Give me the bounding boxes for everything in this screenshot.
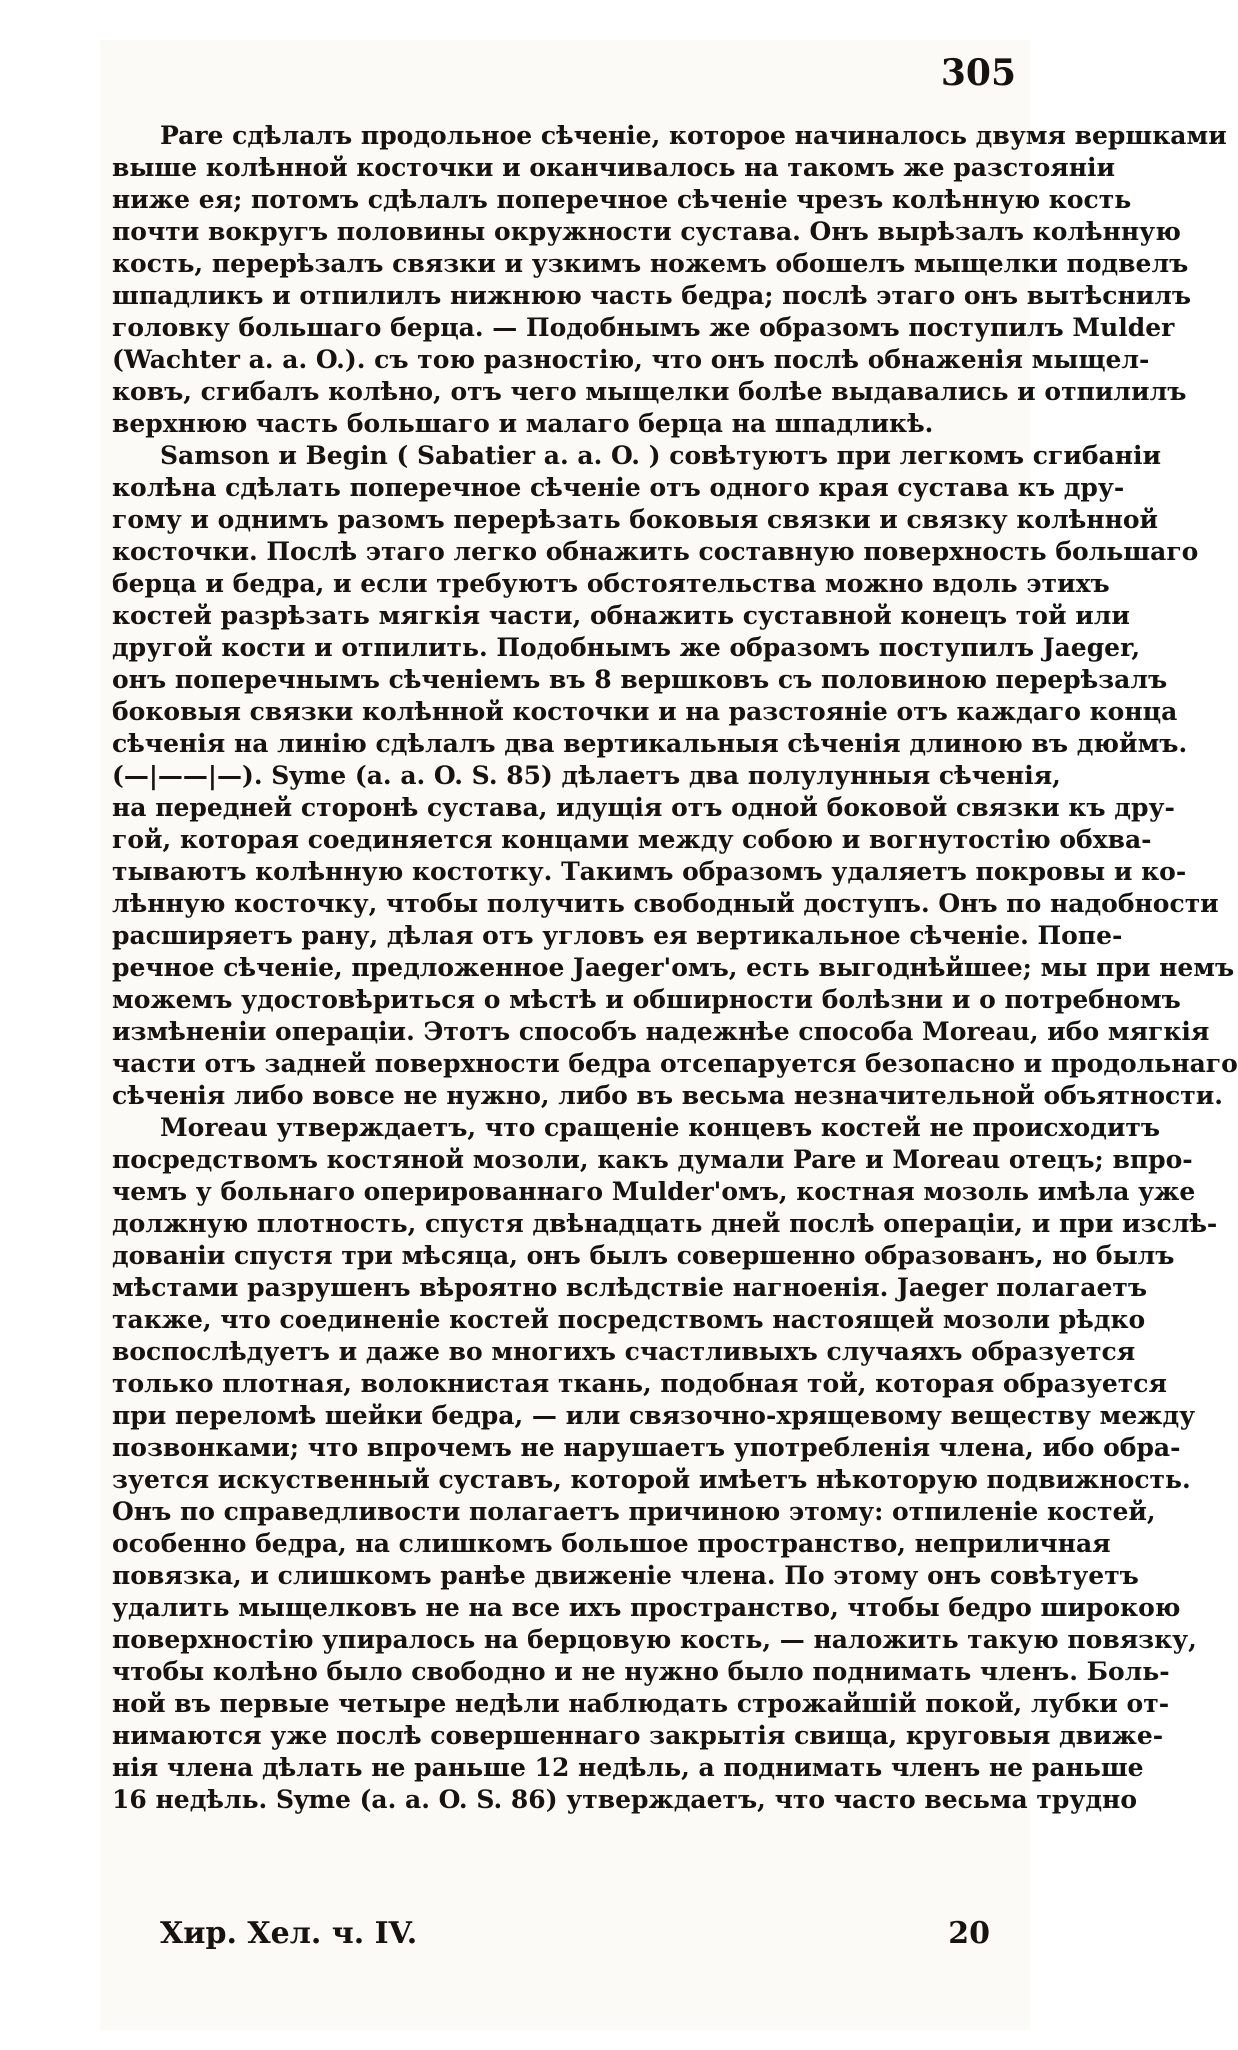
- text-line: зуется искуственный суставъ, которой имѣетъ нѣкоторую подвижность.: [112, 1465, 1191, 1494]
- text-line: нимаются уже послѣ совершеннаго закрытія свища, круговыя движе-: [112, 1721, 1164, 1750]
- text-line: сѣченія либо вовсе не нужно, либо въ весьма незначительной объятности.: [112, 1081, 1223, 1110]
- paragraph: [112, 120, 1227, 440]
- text-line: на передней сторонѣ сустава, идущія отъ одной боковой связки къ дру-: [112, 793, 1175, 822]
- text-line: Samson и Begin ( Sabatier a. a. O. ) совѣтуютъ при легкомъ сгибаніи: [160, 441, 1162, 470]
- text-line: тываютъ колѣнную костотку. Такимъ образомъ удаляетъ покровы и ко-: [112, 857, 1187, 886]
- text-line: лѣнную косточку, чтобы получить свободный доступъ. Онъ по надобности: [112, 889, 1219, 918]
- text-line: ковъ, сгибалъ колѣно, отъ чего мыщелки болѣе выдавались и отпилилъ: [112, 377, 1187, 406]
- text-line: нія члена дѣлать не раньше 12 недѣль, а поднимать членъ не раньше: [112, 1753, 1144, 1782]
- text-line: повязка, и слишкомъ ранѣе движеніе члена. По этому онъ совѣтуетъ: [112, 1561, 1139, 1590]
- text-line: расширяетъ рану, дѣлая отъ угловъ ея вертикальное сѣченіе. Попе-: [112, 921, 1123, 950]
- page-number: 305: [940, 52, 1016, 94]
- text-line: особенно бедра, на слишкомъ большое пространство, неприличная: [112, 1529, 1111, 1558]
- text-line: поверхностію упиралось на берцовую кость, — наложить такую повязку,: [112, 1625, 1197, 1654]
- text-line: колѣна сдѣлать поперечное сѣченіе отъ одного края сустава къ дру-: [112, 473, 1125, 502]
- text-line: ниже ея; потомъ сдѣлалъ поперечное сѣченіе чрезъ колѣнную кость: [112, 185, 1132, 214]
- text-line: Онъ по справедливости полагаетъ причиною этому: отпиленіе костей,: [112, 1497, 1156, 1526]
- text-line: мѣстами разрушенъ вѣроятно вслѣдствіе нагноенія. Jaeger полагаетъ: [112, 1273, 1148, 1302]
- text-line: кость, перерѣзалъ связки и узкимъ ножемъ обошелъ мыщелки подвелъ: [112, 249, 1189, 278]
- text-line: чемъ у больнаго оперированнаго Mulder'омъ, костная мозоль имѣла уже: [112, 1177, 1196, 1206]
- text-line: речное сѣченіе, предложенное Jaeger'омъ, есть выгоднѣйшее; мы при немъ: [112, 953, 1235, 982]
- text-line: костей разрѣзать мягкія части, обнажить суставной конецъ той или: [112, 601, 1130, 630]
- printer-signature: Хир. Хел. ч. IV.: [160, 1916, 418, 1951]
- text-line: ной въ первые четыре недѣли наблюдать строжайшій покой, лубки от-: [112, 1689, 1170, 1718]
- text-line: сѣченія на линію сдѣлалъ два вертикальныя сѣченія длиною въ дюймъ.: [112, 729, 1188, 758]
- text-line: при переломѣ шейки бедра, — или связочно-хрящевому веществу между: [112, 1401, 1196, 1430]
- text-line: части отъ задней поверхности бедра отсепаруется безопасно и продольнаго: [112, 1049, 1238, 1078]
- text-line: почти вокругъ половины окружности сустава. Онъ вырѣзалъ колѣнную: [112, 217, 1181, 246]
- text-line: удалить мыщелковъ не на все ихъ пространство, чтобы бедро широкою: [112, 1593, 1181, 1622]
- text-line: дованіи спустя три мѣсяца, онъ былъ совершенно образованъ, но былъ: [112, 1241, 1175, 1270]
- text-line: чтобы колѣно было свободно и не нужно было поднимать членъ. Боль-: [112, 1657, 1170, 1686]
- text-line: (Wachter a. a. O.). съ тою разностію, что онъ послѣ обнаженія мыщел-: [112, 345, 1150, 374]
- text-line: другой кости и отпилить. Подобнымъ же образомъ поступилъ Jaeger,: [112, 633, 1141, 662]
- text-line: можемъ удостовѣриться о мѣстѣ и обширности болѣзни и о потребномъ: [112, 985, 1181, 1014]
- text-line: головку большаго берца. — Подобнымъ же образомъ поступилъ Mulder: [112, 313, 1175, 342]
- text-line: верхнюю часть большаго и малаго берца на шпадликѣ.: [112, 409, 934, 438]
- text-line: гому и однимъ разомъ перерѣзать боковыя связки и связку колѣнной: [112, 505, 1159, 534]
- text-line: Pare сдѣлалъ продольное сѣченіе, которое начиналось двумя вершками: [160, 121, 1227, 150]
- text-line: только плотная, волокнистая ткань, подобная той, которая образуется: [112, 1369, 1167, 1398]
- text-line: выше колѣнной косточки и оканчивалось на такомъ же разстояніи: [112, 153, 1116, 182]
- page-footer: [160, 1916, 990, 1960]
- text-line: (—|——|—). Syme (a. a. O. S. 85) дѣлаетъ два полулунныя сѣченія,: [112, 761, 1061, 790]
- text-line: посредствомъ костяной мозоли, какъ думали Pare и Moreau отецъ; впро-: [112, 1145, 1193, 1174]
- paragraph: [112, 1112, 1218, 1816]
- text-line: измѣненіи операціи. Этотъ способъ надежнѣе способа Moreau, ибо мягкія: [112, 1017, 1210, 1046]
- text-line: косточки. Послѣ этаго легко обнажить составную поверхность большаго: [112, 537, 1199, 566]
- text-line: берца и бедра, и если требуютъ обстоятельства можно вдоль этихъ: [112, 569, 1110, 598]
- book-page: [100, 40, 1238, 2030]
- text-line: онъ поперечнымъ сѣченіемъ въ 8 вершковъ съ половиною перерѣзалъ: [112, 665, 1168, 694]
- text-line: позвонками; что впрочемъ не нарушаетъ употребленія члена, ибо обра-: [112, 1433, 1181, 1462]
- text-line: должную плотность, спустя двѣнадцать дней послѣ операціи, и при изслѣ-: [112, 1209, 1218, 1238]
- text-line: шпадликъ и отпилилъ нижнюю часть бедра; послѣ этаго онъ вытѣснилъ: [112, 281, 1192, 310]
- text-line: также, что соединеніе костей посредствомъ настоящей мозоли рѣдко: [112, 1305, 1146, 1334]
- text-line: боковыя связки колѣнной косточки и на разстояніе отъ каждаго конца: [112, 697, 1178, 726]
- text-line: Moreau утверждаетъ, что сращеніе концевъ костей не происходитъ: [160, 1113, 1161, 1142]
- paragraph: [112, 440, 1238, 1112]
- text-line: воспослѣдуетъ и даже во многихъ счастливыхъ случаяхъ образуется: [112, 1337, 1136, 1366]
- sheet-number: 20: [948, 1916, 990, 1951]
- text-line: 16 недѣль. Syme (a. a. O. S. 86) утверждаетъ, что часто весьма трудно: [112, 1785, 1138, 1814]
- body-text: [112, 120, 1238, 1816]
- text-line: гой, которая соединяется концами между собою и вогнутостію обхва-: [112, 825, 1152, 854]
